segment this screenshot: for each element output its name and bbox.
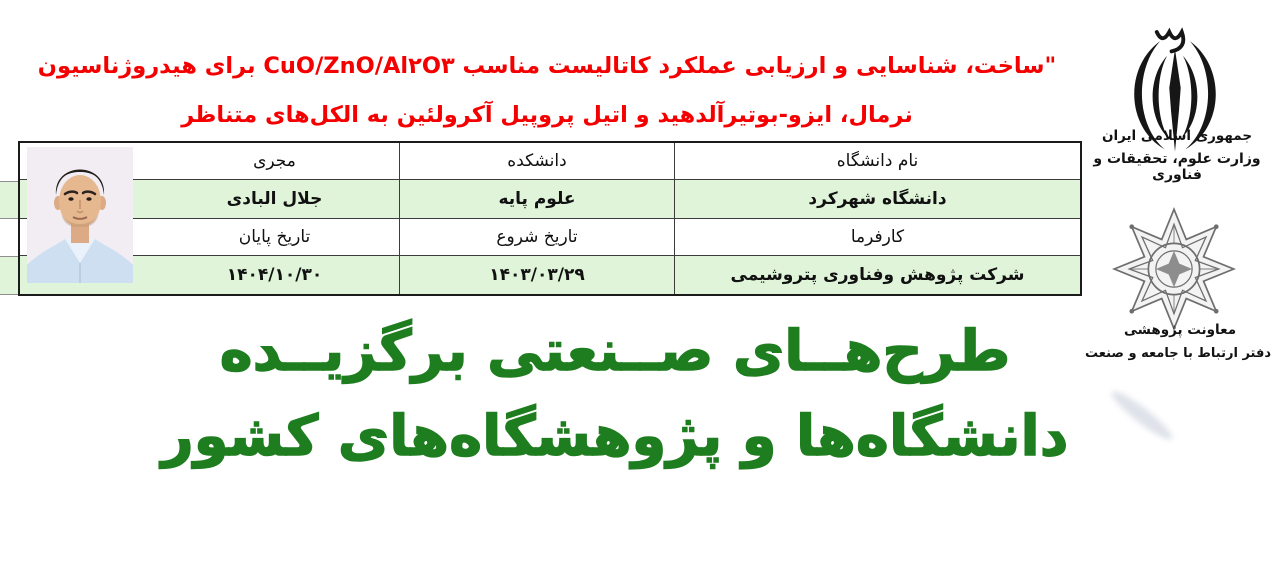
table-row [20,218,1080,255]
table-row [20,143,1080,179]
office-caption-deputy: معاونت پژوهشی [1123,322,1237,338]
ministry-caption-country: جمهوری اسلامی ایران [1101,128,1253,144]
arabesque-star-icon [1110,205,1238,319]
green-strip-top [0,181,19,219]
start-date-value: ۱۴۰۳/۰۳/۲۹ [400,256,675,294]
project-title-line2: نرمال، ایزو-بوتیرآلدهید و اتیل پروپیل آکرولئین به الکل‌های متناظر [181,102,913,128]
green-strip-bottom [0,256,19,295]
table-row [20,255,1080,294]
table-row [20,179,1080,218]
header-faculty: دانشکده [400,143,675,179]
project-title [22,42,1072,140]
faculty-value: علوم پایه [400,180,675,218]
investigator-photo [27,147,133,283]
university-name-value: دانشگاه شهرکرد [675,180,1080,218]
banner-line1: طرح‌هــای صــنعتی برگزیــده [219,319,1011,384]
banner-heading [95,309,1135,479]
emblem-of-iran-icon [1118,24,1232,128]
portrait-illustration [27,147,133,283]
banner-line2: دانشگاه‌ها و پژوهشگاه‌های کشور [161,404,1069,469]
end-date-value: ۱۴۰۴/۱۰/۳۰ [150,256,400,294]
ministry-caption-name: وزارت علوم، تحقیقات و فناوری [1093,151,1261,183]
header-start-date: تاریخ شروع [400,219,675,255]
investigator-value: جلال البادی [150,180,400,218]
header-university-name: نام دانشگاه [675,143,1080,179]
project-info-table [18,141,1082,296]
header-investigator: مجری [150,143,400,179]
header-end-date: تاریخ پایان [150,219,400,255]
header-employer: کارفرما [675,219,1080,255]
office-caption-name: دفتر ارتباط با جامعه و صنعت [1084,346,1272,361]
project-title-line1: "ساخت، شناسایی و ارزیابی عملکرد کاتالیست مناسب CuO/ZnO/Al۲O۳ برای هیدروژناسیون [37,53,1057,79]
employer-value: شرکت پژوهش وفناوری پتروشیمی [675,256,1080,294]
